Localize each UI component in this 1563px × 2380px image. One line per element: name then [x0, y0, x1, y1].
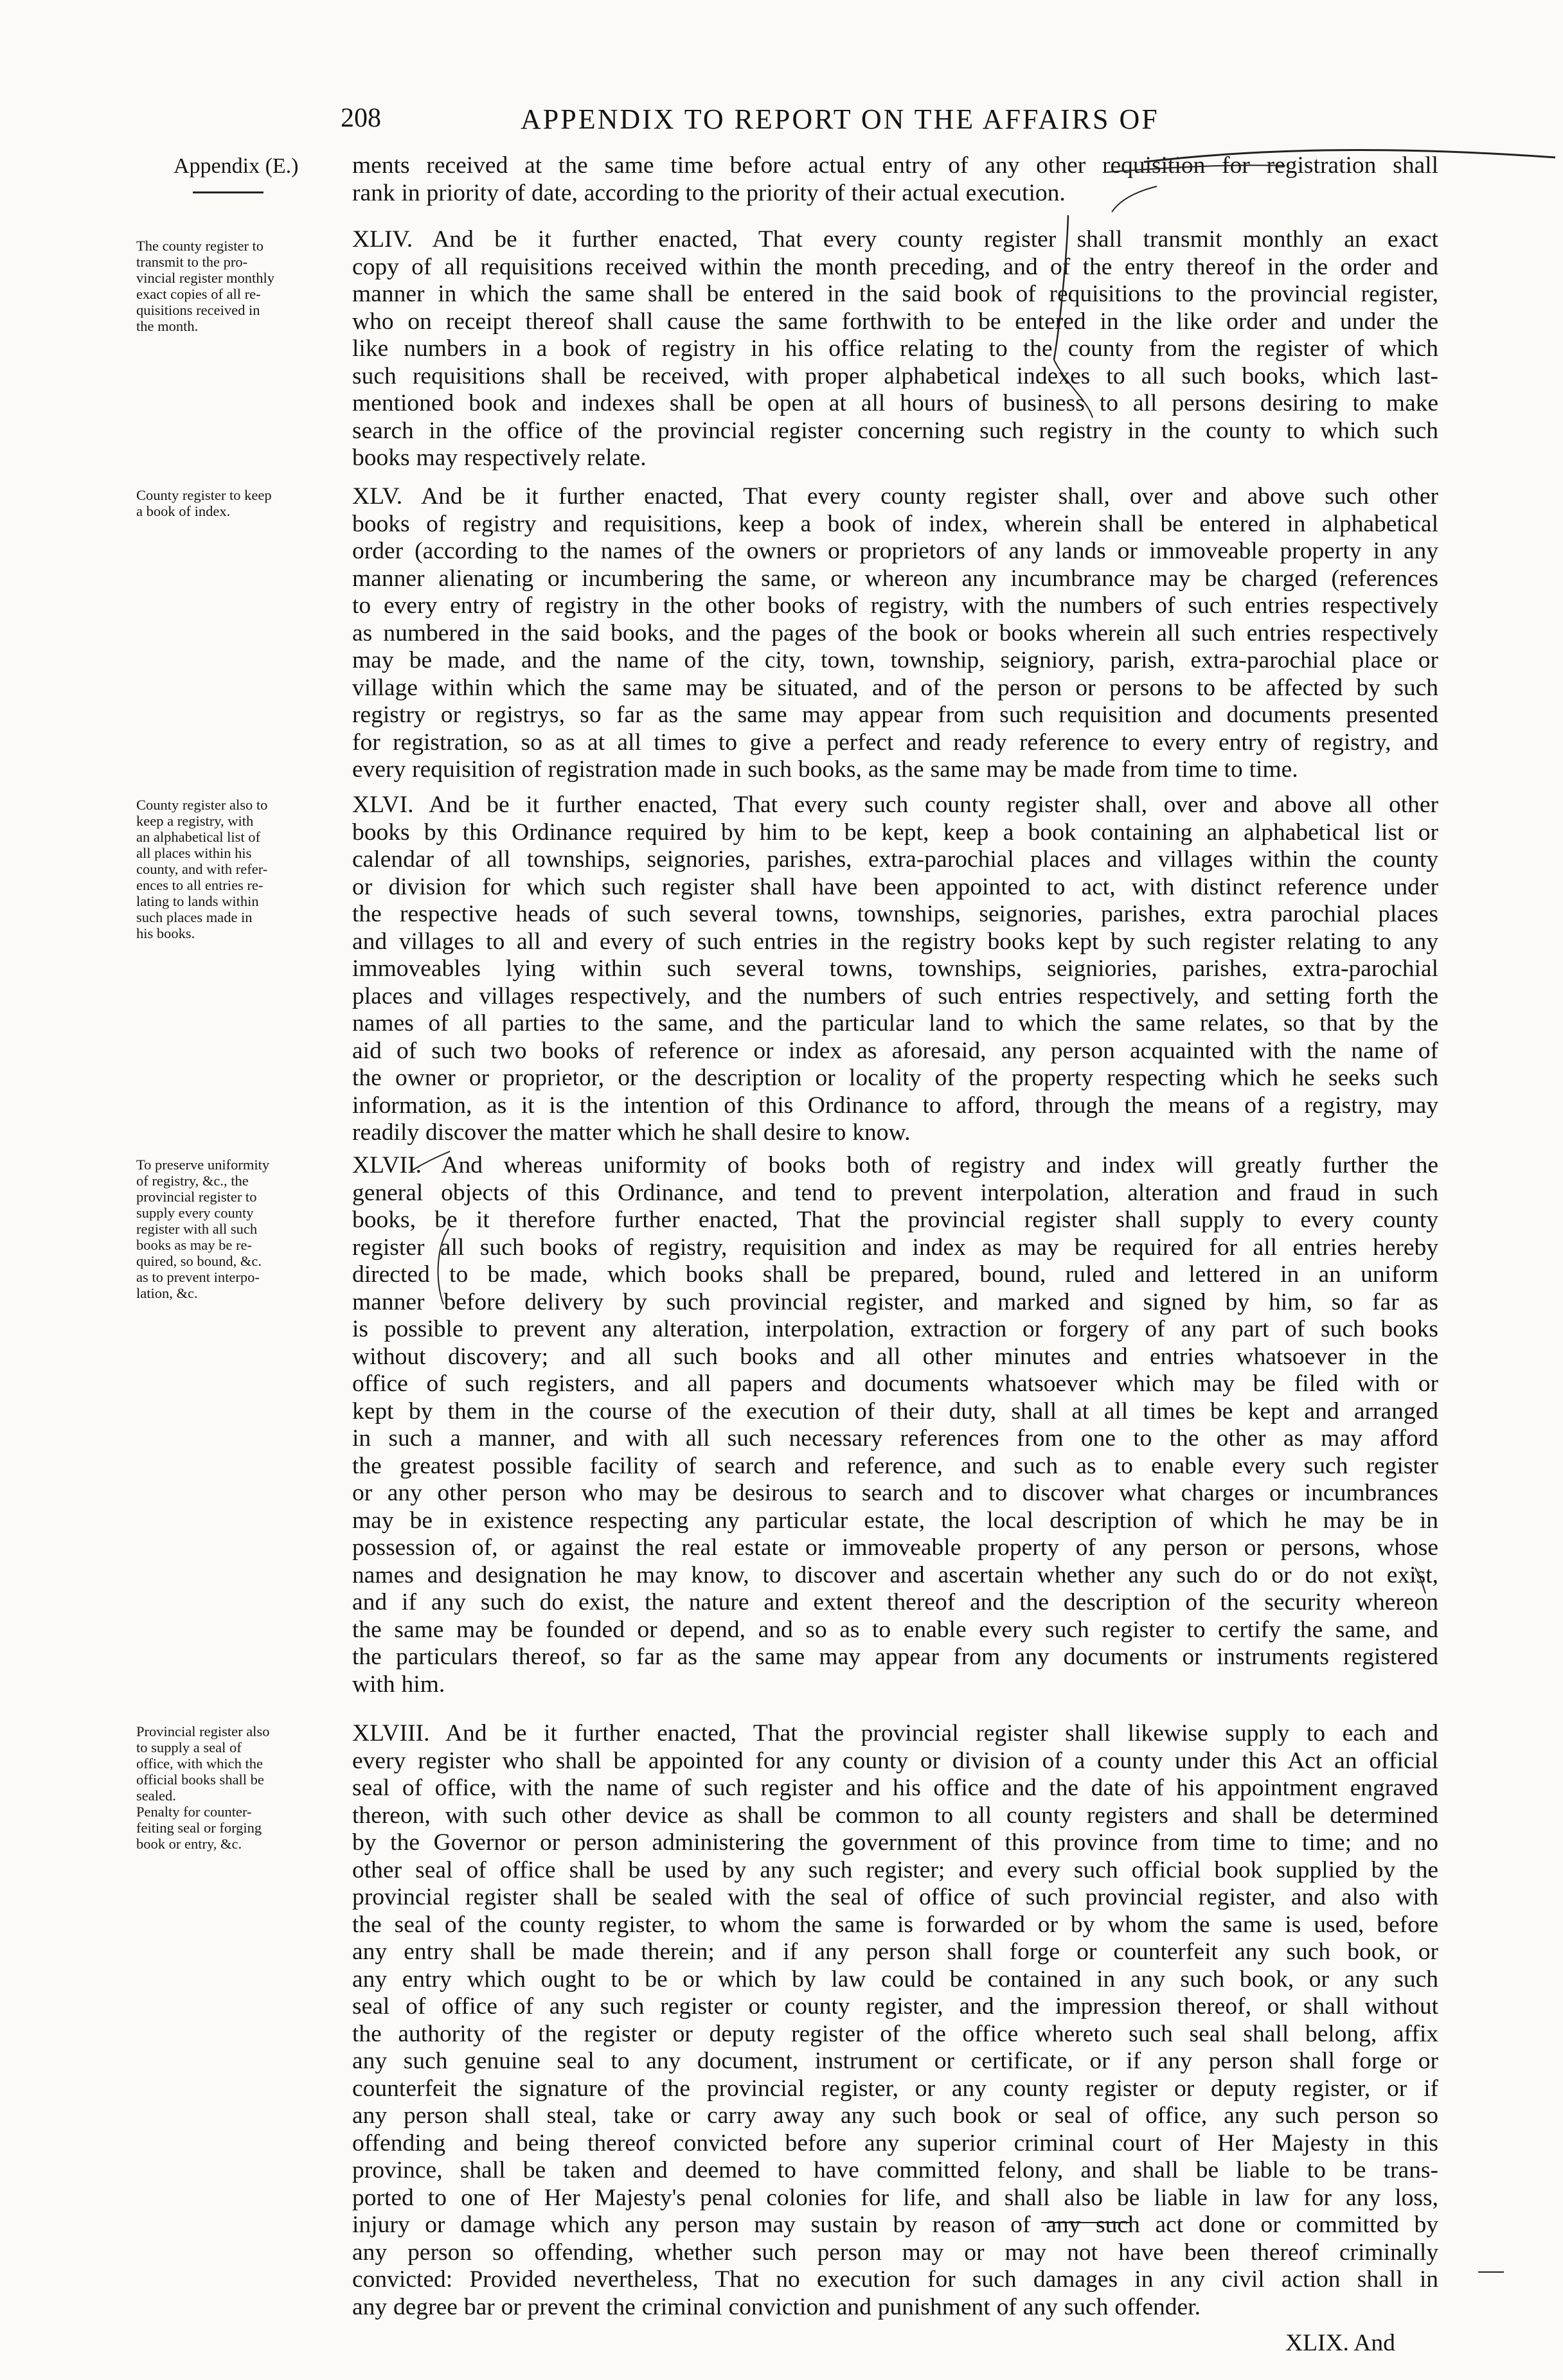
- side-note-line: quired, so bound, &c.: [136, 1253, 262, 1269]
- text-line: or any other person who may be desirous to search and to discover what charges or incumbrances: [352, 1480, 1438, 1506]
- side-note-line: quisitions received in: [136, 302, 260, 318]
- side-note-line: county, and with refer-: [136, 861, 268, 877]
- text-line: aid of such two books of reference or index as aforesaid, any person acquainted with the name of: [352, 1037, 1438, 1064]
- side-note-line: register with all such: [136, 1221, 258, 1237]
- text-line: information, as it is the intention of this Ordinance to afford, through the means of a registry, may: [352, 1092, 1438, 1119]
- text-line: calendar of all townships, seignories, parishes, extra-parochial places and villages within the county: [352, 846, 1438, 873]
- side-note-line: lation, &c.: [136, 1285, 198, 1301]
- side-note-line: Provincial register also: [136, 1723, 270, 1739]
- text-line: order (according to the names of the owners or proprietors of any lands or immoveable property in any: [352, 538, 1438, 564]
- text-line: village within which the same may be situated, and of the person or persons to be affected by such: [352, 674, 1438, 701]
- text-line: directed to be made, which books shall be prepared, bound, ruled and lettered in an uniform: [352, 1261, 1438, 1288]
- side-note-line: office, with which the: [136, 1755, 263, 1772]
- text-line: rank in priority of date, according to the priority of their actual execution.: [352, 179, 1066, 206]
- text-line: mentioned book and indexes shall be open at all hours of business to all persons desiring to make: [352, 390, 1438, 416]
- side-note-line: feiting seal or forging: [136, 1820, 262, 1836]
- side-note-line: keep a registry, with: [136, 813, 254, 829]
- text-line: names of all parties to the same, and the particular land to which the same relates, so that by the: [352, 1010, 1438, 1036]
- side-note-line: County register to keep: [136, 487, 272, 503]
- text-line: books by this Ordinance required by him to be kept, keep a book containing an alphabetical list or: [352, 819, 1438, 846]
- text-line: copy of all requisitions received within the month preceding, and of the entry thereof in the order and: [352, 253, 1438, 280]
- text-line: readily discover the matter which he shall desire to know.: [352, 1119, 911, 1146]
- text-line: seal of office, with the name of such register and his office and the date of his appointment engraved: [352, 1775, 1438, 1801]
- side-note-line: such places made in: [136, 909, 253, 925]
- side-note-line: the month.: [136, 318, 199, 334]
- side-note-line: The county register to: [136, 238, 264, 254]
- text-line: the authority of the register or deputy register of the office whereto such seal shall belong, affix: [352, 2020, 1438, 2047]
- text-line: in such a manner, and with all such necessary references from one to the other as may afford: [352, 1425, 1438, 1452]
- text-line: who on receipt thereof shall cause the same forthwith to be entered in the like order and under the: [352, 308, 1438, 335]
- text-line: immoveables lying within such several towns, townships, seigniories, parishes, extra-parochial: [352, 955, 1438, 982]
- side-note-line: a book of index.: [136, 503, 231, 519]
- catchword: XLIX. And: [1285, 2330, 1395, 2356]
- side-note-line: his books.: [136, 925, 195, 941]
- side-note-line: County register also to: [136, 797, 268, 813]
- side-note-line: vincial register monthly: [136, 270, 274, 286]
- text-line: such requisitions shall be received, with proper alphabetical indexes to all such books, which last-: [352, 362, 1438, 389]
- side-note-line: to supply a seal of: [136, 1739, 242, 1755]
- text-line: books may respectively relate.: [352, 445, 647, 471]
- text-line: the greatest possible facility of search and reference, and such as to enable every such register: [352, 1452, 1438, 1479]
- text-line: names and designation he may know, to discover and ascertain whether any such do or do not exist,: [352, 1561, 1438, 1588]
- text-line: XLVII. And whereas uniformity of books both of registry and index will greatly further the: [352, 1152, 1438, 1178]
- text-line: convicted: Provided nevertheless, That no execution for such damages in any civil action shall in: [352, 2266, 1438, 2293]
- side-note-line: books as may be re-: [136, 1237, 252, 1253]
- side-note-line: sealed.: [136, 1788, 176, 1804]
- text-line: any degree bar or prevent the criminal conviction and punishment of any such offender.: [352, 2293, 1201, 2320]
- text-line: the owner or proprietor, or the description or locality of the property respecting which he seeks such: [352, 1065, 1438, 1091]
- side-note-line: as to prevent interpo-: [136, 1269, 260, 1285]
- text-line: search in the office of the provincial register concerning such registry in the county to which such: [352, 417, 1438, 444]
- text-line: provincial register shall be sealed with the seal of office of such provincial register, and also with: [352, 1884, 1438, 1910]
- text-line: any entry shall be made therein; and if any person shall forge or counterfeit any such book, or: [352, 1939, 1438, 1965]
- appendix-label: Appendix (E.): [174, 154, 299, 178]
- text-line: manner alienating or incumbering the same, or whereon any incumbrance may be charged (references: [352, 565, 1438, 592]
- section-xlvii: [352, 1152, 1438, 1698]
- text-line: XLVI. And be it further enacted, That every such county register shall, over and above all other: [352, 792, 1438, 818]
- text-line: XLIV. And be it further enacted, That every county register shall transmit monthly an exact: [352, 226, 1438, 253]
- page-header: [334, 103, 1350, 148]
- side-note-line: all places within his: [136, 845, 252, 861]
- text-line: seal of office of any such register or county register, and the impression thereof, or shall without: [352, 1993, 1438, 2020]
- side-note-line: Penalty for counter-: [136, 1804, 252, 1820]
- text-line: manner before delivery by such provincial register, and marked and signed by him, so far as: [352, 1288, 1438, 1315]
- text-line: province, shall be taken and deemed to have committed felony, and shall be liable to be trans-: [352, 2157, 1438, 2183]
- section-xlvi: [352, 792, 1438, 1147]
- side-note-xlvii: [136, 1157, 341, 1301]
- text-line: general objects of this Ordinance, and tend to prevent interpolation, alteration and fraud in such: [352, 1179, 1438, 1206]
- text-line: and villages to all and every of such entries in the registry books kept by such register relating to any: [352, 928, 1438, 955]
- side-note-line: To preserve uniformity: [136, 1157, 270, 1173]
- side-note-line: an alphabetical list of: [136, 829, 261, 845]
- text-line: and if any such do exist, the nature and extent thereof and the description of the security whereon: [352, 1589, 1438, 1615]
- side-note-line: book or entry, &c.: [136, 1836, 242, 1852]
- text-line: manner in which the same shall be entered in the said book of requisitions to the provincial register,: [352, 281, 1438, 307]
- side-note-line: exact copies of all re-: [136, 286, 261, 302]
- appendix-rule: [193, 191, 263, 193]
- side-note-xlviii: [136, 1723, 341, 1852]
- text-line: with him.: [352, 1671, 445, 1698]
- text-line: registry or registrys, so far as the same may appear from such requisition and documents presented: [352, 702, 1438, 728]
- text-line: every requisition of registration made in such books, as the same may be made from time to time.: [352, 756, 1298, 783]
- side-note-xlvi: [136, 797, 341, 941]
- side-note-line: ences to all entries re-: [136, 877, 263, 893]
- side-note-xlv: [136, 487, 341, 519]
- text-line: places and villages respectively, and the numbers of such entries respectively, and setting forth the: [352, 982, 1438, 1009]
- section-xliv: [352, 226, 1438, 472]
- text-line: any such genuine seal to any document, instrument or certificate, or if any person shall forge or: [352, 2048, 1438, 2074]
- text-line: ments received at the same time before actual entry of any other requisition for registration shall: [352, 152, 1438, 179]
- text-line: any person so offending, whether such person may or may not have been thereof criminally: [352, 2239, 1438, 2266]
- text-line: kept by them in the course of the execution of their duty, shall at all times be kept and arranged: [352, 1398, 1438, 1425]
- text-line: as numbered in the said books, and the pages of the book or books wherein all such entries respectively: [352, 619, 1438, 646]
- text-line: or division for which such register shall have been appointed to act, with distinct reference under: [352, 873, 1438, 900]
- text-line: the same may be founded or depend, and so as to enable every such register to certify the same, and: [352, 1616, 1438, 1643]
- text-line: possession of, or against the real estate or immoveable property of any person or persons, whose: [352, 1534, 1438, 1561]
- text-line: office of such registers, and all papers and documents whatsoever which may be filed with or: [352, 1371, 1438, 1397]
- running-head: APPENDIX TO REPORT ON THE AFFAIRS OF: [521, 103, 1159, 135]
- side-note-line: of registry, &c., the: [136, 1173, 249, 1189]
- text-line: offending and being thereof convicted before any superior criminal court of Her Majesty in this: [352, 2129, 1438, 2156]
- side-note-line: transmit to the pro-: [136, 254, 248, 270]
- section-xlv: [352, 483, 1438, 784]
- text-line: every register who shall be appointed for any county or division of a county under this Act an official: [352, 1747, 1438, 1774]
- text-line: to every entry of registry in the other books of registry, with the numbers of such entries respectively: [352, 592, 1438, 619]
- text-line: XLV. And be it further enacted, That every county register shall, over and above such other: [352, 483, 1438, 510]
- text-line: ported to one of Her Majesty's penal colonies for life, and shall also be liable in law for any loss,: [352, 2184, 1438, 2211]
- side-note-line: official books shall be: [136, 1772, 264, 1788]
- text-line: any person shall steal, take or carry away any such book or seal of office, any such person so: [352, 2102, 1438, 2129]
- text-line: without discovery; and all such books and all other minutes and entries whatsoever in the: [352, 1343, 1438, 1370]
- text-line: for registration, so as at all times to give a perfect and ready reference to every entry of registry, and: [352, 729, 1438, 756]
- text-line: books of registry and requisitions, keep a book of index, wherein shall be entered in alphabetical: [352, 510, 1438, 537]
- side-note-line: provincial register to: [136, 1189, 257, 1205]
- text-line: other seal of office shall be used by any such register; and every such official book supplied by the: [352, 1856, 1438, 1883]
- text-line: like numbers in a book of registry in his office relating to the county from the register of which: [352, 335, 1438, 362]
- text-line: may be made, and the name of the city, town, township, seigniory, parish, extra-parochial place or: [352, 647, 1438, 673]
- text-line: is possible to prevent any alteration, interpolation, extraction or forgery of any part of such books: [352, 1316, 1438, 1342]
- text-line: XLVIII. And be it further enacted, That the provincial register shall likewise supply to each and: [352, 1720, 1438, 1746]
- text-line: the respective heads of such several towns, townships, seignories, parishes, extra parochial places: [352, 901, 1438, 927]
- text-line: by the Governor or person administering the government of this province from time to time; and no: [352, 1829, 1438, 1856]
- side-note-xliv: [136, 238, 341, 334]
- text-line: counterfeit the signature of the provincial register, or any county register or deputy register, or if: [352, 2075, 1438, 2102]
- text-line: the seal of the county register, to whom the same is forwarded or by whom the same is used, before: [352, 1911, 1438, 1938]
- text-line: the particulars thereof, so far as the same may appear from any documents or instruments registered: [352, 1644, 1438, 1670]
- side-note-line: supply every county: [136, 1205, 254, 1221]
- side-note-line: lating to lands within: [136, 893, 259, 909]
- paragraph-intro: [352, 152, 1438, 207]
- page-number: 208: [341, 103, 381, 133]
- text-line: books, be it therefore further enacted, That the provincial register shall supply to every county: [352, 1207, 1438, 1233]
- text-line: injury or damage which any person may sustain by reason of any such act done or committed by: [352, 2212, 1438, 2238]
- text-line: any entry which ought to be or which by law could be contained in any such book, or any such: [352, 1966, 1438, 1993]
- text-line: thereon, with such other device as shall be common to all county registers and shall be determined: [352, 1802, 1438, 1829]
- section-xlviii: [352, 1720, 1438, 2321]
- text-line: register all such books of registry, requisition and index as may be required for all entries hereby: [352, 1234, 1438, 1261]
- text-line: may be in existence respecting any particular estate, the local description of which he may be in: [352, 1507, 1438, 1534]
